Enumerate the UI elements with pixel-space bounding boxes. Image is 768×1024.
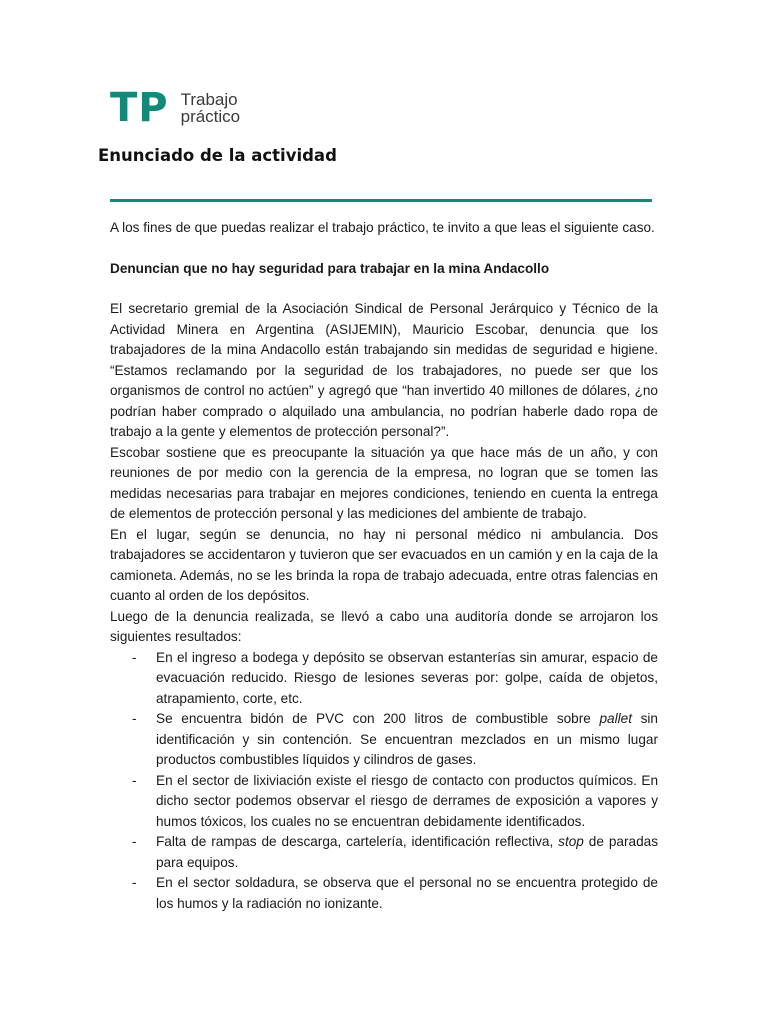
list-item bbox=[110, 771, 658, 833]
intro-paragraph: A los fines de que puedas realizar el trabajo práctico, te invito a que leas el siguiente caso. bbox=[110, 220, 655, 235]
logo-text-line2: práctico bbox=[180, 107, 241, 126]
finding-text-pre: Falta de rampas de descarga, cartelería, identificación reflectiva, bbox=[156, 834, 559, 849]
bullet-dash: - bbox=[132, 875, 137, 890]
paragraph-4: Luego de la denuncia realizada, se llevó a cabo una auditoría donde se arrojaron los siguientes resultados: bbox=[110, 608, 658, 644]
list-item bbox=[110, 709, 658, 771]
list-item bbox=[110, 832, 658, 873]
finding-text-post: sin identificación y sin contención. Se encuentran mezclados en un mismo lugar productos combustibles líquidos y cilindros de gases. bbox=[156, 711, 658, 767]
document-body bbox=[110, 218, 658, 914]
finding-text-pre: Se encuentra bidón de PVC con 200 litros de combustible sobre bbox=[156, 711, 600, 726]
logo-text bbox=[181, 91, 241, 125]
logo-mark: TP bbox=[110, 85, 169, 131]
tp-logo bbox=[110, 85, 241, 131]
bullet-dash: - bbox=[132, 649, 137, 665]
finding-emphasis: stop bbox=[558, 834, 584, 849]
section-title: Enunciado de la actividad bbox=[98, 146, 337, 165]
list-item bbox=[110, 648, 658, 710]
finding-emphasis: pallet bbox=[599, 711, 632, 726]
finding-text: En el sector de lixiviación existe el riesgo de contacto con productos químicos. En dicho sector podemos observar el riesgo de derrames de exposición a vapores y humos tóxicos, los cuales no se encuentran debidamente identificados. bbox=[156, 772, 658, 829]
bullet-dash: - bbox=[132, 834, 137, 849]
paragraph-2: Escobar sostiene que es preocupante la situación ya que hace más de un año, y con reuniones de por medio con la gerencia de la empresa, no logran que se tomen las medidas necesarias para trabajar en mejores condiciones, teniendo en cuenta la entrega de elementos de protección personal y las mediciones del ambiente de trabajo. bbox=[110, 444, 658, 521]
bullet-dash: - bbox=[132, 772, 137, 788]
logo-text-line1: Trabajo bbox=[180, 90, 238, 109]
divider-rule bbox=[110, 199, 652, 202]
bullet-dash: - bbox=[132, 711, 137, 726]
case-title: Denuncian que no hay seguridad para trabajar en la mina Andacollo bbox=[110, 260, 550, 276]
paragraph-3: En el lugar, según se denuncia, no hay ni personal médico ni ambulancia. Dos trabajadores se accidentaron y tuvieron que ser evacuados en un camión y en la caja de la camioneta. Además, no se les brinda la ropa de trabajo adecuada, entre otras falencias en cuanto al orden de los depósitos. bbox=[110, 526, 658, 603]
finding-text-post: de paradas para equipos. bbox=[156, 834, 658, 870]
finding-text: En el ingreso a bodega y depósito se observan estanterías sin amurar, espacio de evacuación reducido. Riesgo de lesiones severas por: golpe, caída de objetos, atrapamiento, corte, etc. bbox=[156, 649, 658, 706]
paragraph-1: El secretario gremial de la Asociación Sindical de Personal Jerárquico y Técnico de la Actividad Minera en Argentina (ASIJEMIN), Mauricio Escobar, denuncia que los trabajadores de la mina Andacollo están trabajando sin medidas de seguridad e higiene. “Estamos reclamando por la seguridad de los trabajadores, no puede ser que los organismos de control no actúen” y agregó que “han invertido 40 millones de dólares, ¿no podrían haber comprado o alquilado una ambulancia, no podrían haberle dado ropa de trabajo a la gente y elementos de protección personal?”. bbox=[110, 301, 658, 439]
finding-text: En el sector soldadura, se observa que el personal no se encuentra protegido de los humos y la radiación no ionizante. bbox=[156, 875, 658, 911]
list-item bbox=[110, 873, 658, 914]
findings-list bbox=[110, 648, 658, 915]
